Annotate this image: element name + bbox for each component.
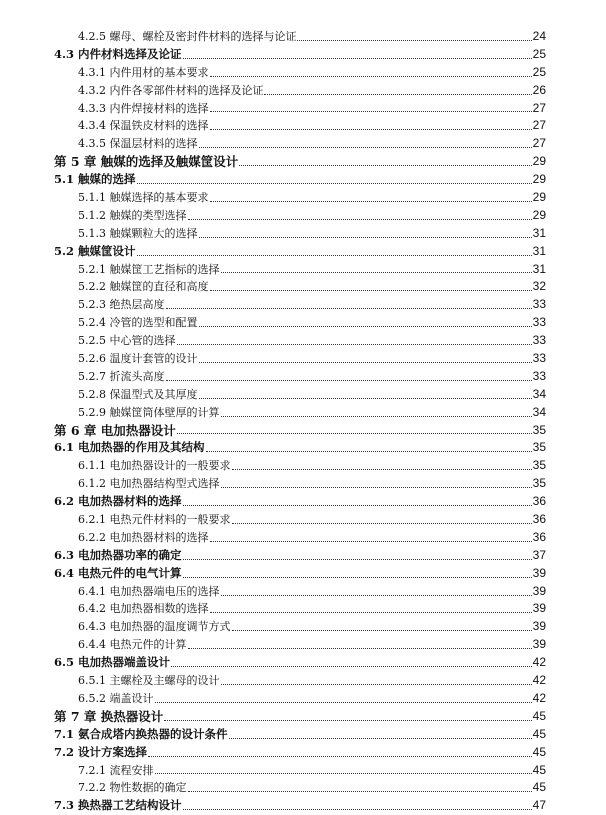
dot-leader: [183, 809, 532, 810]
dot-leader: [210, 290, 532, 291]
toc-entry-title: 7.2.2 物性数据的确定: [78, 781, 187, 795]
toc-entry-title: 6.2.1 电热元件材料的一般要求: [78, 513, 231, 527]
dot-leader: [232, 469, 532, 470]
toc-entry-page-number: 27: [532, 118, 546, 133]
toc-entry[interactable]: [54, 82, 546, 100]
toc-entry-page-number: 29: [532, 154, 546, 169]
dot-leader: [221, 416, 532, 417]
toc-entry-page-number: 39: [532, 619, 546, 634]
toc-entry-title: 7.1 氨合成塔内换热器的设计条件: [54, 726, 228, 741]
toc-entry-title: 5.2.2 触媒筐的直径和高度: [78, 280, 209, 294]
toc-entry-page-number: 42: [532, 673, 546, 688]
toc-entry[interactable]: [54, 64, 546, 82]
toc-entry[interactable]: [54, 672, 546, 690]
toc-entry-title: 5.2.1 触媒筐工艺指标的选择: [78, 262, 220, 276]
toc-entry-page-number: 27: [532, 136, 546, 151]
toc-entry[interactable]: [54, 654, 546, 672]
dot-leader: [239, 165, 531, 166]
toc-entry[interactable]: [54, 547, 546, 565]
toc-entry-title: 6.2 电加热器材料的选择: [54, 494, 182, 509]
toc-entry-page-number: 45: [532, 708, 546, 723]
toc-entry[interactable]: [54, 565, 546, 583]
dot-leader: [221, 487, 532, 488]
toc-entry[interactable]: [54, 583, 546, 601]
toc-entry[interactable]: [54, 278, 546, 296]
dot-leader: [166, 308, 532, 309]
toc-entry-title: 7.2.1 流程安排: [78, 763, 154, 777]
toc-entry-title: 5.2.3 绝热层高度: [78, 298, 165, 312]
dot-leader: [183, 58, 532, 59]
toc-entry-title: 6.2.2 电加热器材料的选择: [78, 530, 209, 544]
toc-entry-title: 第 6 章 电加热器设计: [54, 422, 176, 438]
toc-entry[interactable]: [54, 493, 546, 511]
toc-entry-title: 6.4.1 电加热器端电压的选择: [78, 584, 220, 598]
dot-leader: [188, 219, 532, 220]
toc-entry[interactable]: [54, 475, 546, 493]
toc-entry-page-number: 24: [532, 28, 546, 43]
toc-entry-page-number: 35: [532, 458, 546, 473]
dot-leader: [183, 577, 532, 578]
toc-entry-title: 4.3.4 保温铁皮材料的选择: [78, 119, 209, 133]
toc-entry-page-number: 45: [532, 726, 546, 741]
dot-leader: [148, 756, 532, 757]
toc-entry-title: 6.1.1 电加热器设计的一般要求: [78, 459, 231, 473]
toc-entry[interactable]: [54, 314, 546, 332]
toc-entry-page-number: 35: [532, 476, 546, 491]
dot-leader: [183, 505, 532, 506]
toc-entry[interactable]: [54, 171, 546, 189]
dot-leader: [166, 380, 532, 381]
dot-leader: [199, 237, 532, 238]
dot-leader: [199, 147, 532, 148]
dot-leader: [206, 451, 532, 452]
toc-entry[interactable]: [54, 511, 546, 529]
dot-leader: [137, 255, 532, 256]
toc-entry-page-number: 33: [532, 368, 546, 383]
toc-entry-page-number: 33: [532, 315, 546, 330]
toc-entry-title: 5.1.1 触媒选择的基本要求: [78, 191, 209, 204]
toc-entry-page-number: 39: [532, 565, 546, 580]
toc-entry[interactable]: [54, 744, 546, 762]
toc-entry-page-number: 36: [532, 494, 546, 509]
dot-leader: [177, 433, 532, 434]
toc-entry-title: 5.2.8 保温型式及其厚度: [78, 387, 198, 401]
toc-entry[interactable]: [54, 762, 546, 780]
toc-entry-title: 4.3.2 内件各零部件材料的选择及论证: [78, 83, 264, 97]
toc-entry[interactable]: [54, 261, 546, 279]
toc-entry-page-number: 45: [532, 744, 546, 759]
toc-entry-title: 4.3.5 保温层材料的选择: [78, 137, 198, 151]
toc-entry-page-number: 45: [532, 762, 546, 777]
toc-entry[interactable]: [54, 207, 546, 225]
dot-leader: [199, 398, 532, 399]
toc-entry[interactable]: [54, 153, 546, 171]
toc-entry-page-number: 32: [532, 279, 546, 294]
toc-entry-title: 第 7 章 换热器设计: [54, 708, 164, 724]
dot-leader: [177, 344, 532, 345]
toc-entry[interactable]: [54, 457, 546, 475]
toc-entry-title: 6.4.2 电加热器相数的选择: [78, 602, 209, 616]
toc-entry[interactable]: [54, 350, 546, 368]
toc-entry-page-number: 47: [532, 798, 546, 813]
toc-entry-page-number: 39: [532, 583, 546, 598]
toc-entry[interactable]: [54, 779, 546, 797]
toc-entry-page-number: 35: [532, 440, 546, 455]
toc-entry[interactable]: [54, 243, 546, 261]
dot-leader: [210, 111, 532, 112]
dot-leader: [188, 648, 532, 649]
dot-leader: [221, 595, 532, 596]
toc-entry-title: 5.2.7 折流头高度: [78, 369, 165, 383]
toc-entry-title: 6.1.2 电加热器结构型式选择: [78, 477, 220, 491]
toc-entry-page-number: 27: [532, 100, 546, 115]
toc-entry-page-number: 36: [532, 529, 546, 544]
dot-leader: [297, 40, 531, 41]
toc-entry[interactable]: [54, 386, 546, 404]
toc-entry-title: 6.5 电加热器端盖设计: [54, 655, 171, 670]
toc-entry-page-number: 33: [532, 333, 546, 348]
toc-entry-title: 4.2.5 螺母、螺栓及密封件材料的选择与论证: [78, 29, 297, 43]
toc-entry-title: 7.3 换热器工艺结构设计: [54, 798, 182, 813]
toc-entry[interactable]: [54, 296, 546, 314]
toc-entry-page-number: 25: [532, 64, 546, 79]
toc-entry-page-number: 39: [532, 601, 546, 616]
toc-entry-title: 6.5.2 端盖设计: [78, 691, 154, 705]
toc-entry-title: 7.2 设计方案选择: [54, 744, 148, 759]
toc-entry-page-number: 29: [532, 190, 546, 204]
toc-entry-title: 6.1 电加热器的作用及其结构: [54, 440, 205, 455]
toc-entry-title: 6.4.4 电热元件的计算: [78, 638, 187, 652]
toc-entry-title: 4.3.3 内件焊接材料的选择: [78, 101, 209, 115]
toc-entry-title: 5.2.6 温度计套管的设计: [78, 352, 198, 366]
toc-entry-title: 5.2.4 冷管的选型和配置: [78, 316, 198, 330]
dot-leader: [183, 559, 532, 560]
toc-entry-page-number: 42: [532, 690, 546, 705]
dot-leader: [171, 666, 532, 667]
dot-leader: [155, 773, 532, 774]
toc-entry[interactable]: [54, 618, 546, 636]
dot-leader: [210, 129, 532, 130]
toc-entry-title: 5.2.9 触媒筐筒体壁厚的计算: [78, 405, 220, 419]
dot-leader: [232, 523, 532, 524]
toc-entry-title: 6.4 电热元件的电气计算: [54, 565, 182, 580]
dot-leader: [264, 94, 531, 95]
dot-leader: [164, 720, 531, 721]
toc-entry[interactable]: [54, 708, 546, 726]
dot-leader: [155, 702, 532, 703]
toc-entry-page-number: 34: [532, 386, 546, 401]
toc-entry-page-number: 33: [532, 297, 546, 312]
toc-entry[interactable]: [54, 117, 546, 135]
toc-entry[interactable]: [54, 332, 546, 350]
toc-entry-page-number: 45: [532, 780, 546, 795]
toc-entry[interactable]: [54, 28, 546, 46]
toc-entry[interactable]: [54, 189, 546, 207]
toc-entry-page-number: 31: [532, 261, 546, 276]
toc-entry[interactable]: [54, 135, 546, 153]
toc-entry[interactable]: [54, 404, 546, 422]
dot-leader: [210, 201, 532, 202]
toc-entry-title: 5.1 触媒的选择: [54, 172, 136, 187]
toc-entry[interactable]: [54, 690, 546, 708]
toc-entry-title: 4.3.1 内件用材的基本要求: [78, 65, 209, 79]
toc-entry-title: 6.5.1 主螺栓及主螺母的设计: [78, 674, 220, 688]
toc-entry[interactable]: [54, 368, 546, 386]
toc-entry-page-number: 31: [532, 243, 546, 258]
toc-entry-title: 第 5 章 触媒的选择及触媒筐设计: [54, 154, 239, 170]
dot-leader: [221, 272, 532, 273]
toc-entry-title: 5.1.2 触媒的类型选择: [78, 208, 187, 222]
dot-leader: [137, 183, 532, 184]
toc-entry-title: 5.2 触媒筐设计: [54, 243, 136, 258]
dot-leader: [188, 791, 532, 792]
toc-entry-title: 6.4.3 电加热器的温度调节方式: [78, 620, 231, 634]
toc-entry[interactable]: [54, 225, 546, 243]
toc-entry-page-number: 29: [532, 207, 546, 222]
toc-entry[interactable]: [54, 46, 546, 64]
toc-entry[interactable]: [54, 529, 546, 547]
toc-entry-page-number: 42: [532, 655, 546, 670]
dot-leader: [210, 76, 532, 77]
toc-entry-title: 5.1.3 触媒颗粒大的选择: [78, 226, 198, 240]
dot-leader: [210, 612, 532, 613]
dot-leader: [199, 362, 532, 363]
toc-entry-page-number: 39: [532, 637, 546, 652]
toc-entry-page-number: 26: [532, 82, 546, 97]
toc-entry-page-number: 25: [532, 46, 546, 61]
toc-entry-page-number: 35: [532, 422, 546, 437]
toc-entry-page-number: 31: [532, 225, 546, 240]
toc-entry[interactable]: [54, 601, 546, 619]
toc-entry-title: 6.3 电加热器功率的确定: [54, 547, 182, 562]
toc-entry[interactable]: [54, 726, 546, 744]
dot-leader: [232, 630, 532, 631]
toc-entry-title: 5.2.5 中心管的选择: [78, 334, 176, 348]
toc-entry[interactable]: [54, 636, 546, 654]
dot-leader: [221, 684, 532, 685]
toc-entry-title: 4.3 内件材料选择及论证: [54, 46, 182, 61]
dot-leader: [229, 738, 532, 739]
toc-entry-page-number: 29: [532, 172, 546, 187]
toc-entry[interactable]: [54, 422, 546, 440]
dot-leader: [210, 541, 532, 542]
toc-entry-page-number: 34: [532, 404, 546, 419]
toc-entry[interactable]: [54, 100, 546, 118]
toc-entry-page-number: 37: [532, 547, 546, 562]
toc-entry-page-number: 36: [532, 512, 546, 527]
dot-leader: [199, 326, 532, 327]
toc-entry[interactable]: [54, 797, 546, 815]
toc-entry[interactable]: [54, 439, 546, 457]
toc-entry-page-number: 33: [532, 351, 546, 366]
